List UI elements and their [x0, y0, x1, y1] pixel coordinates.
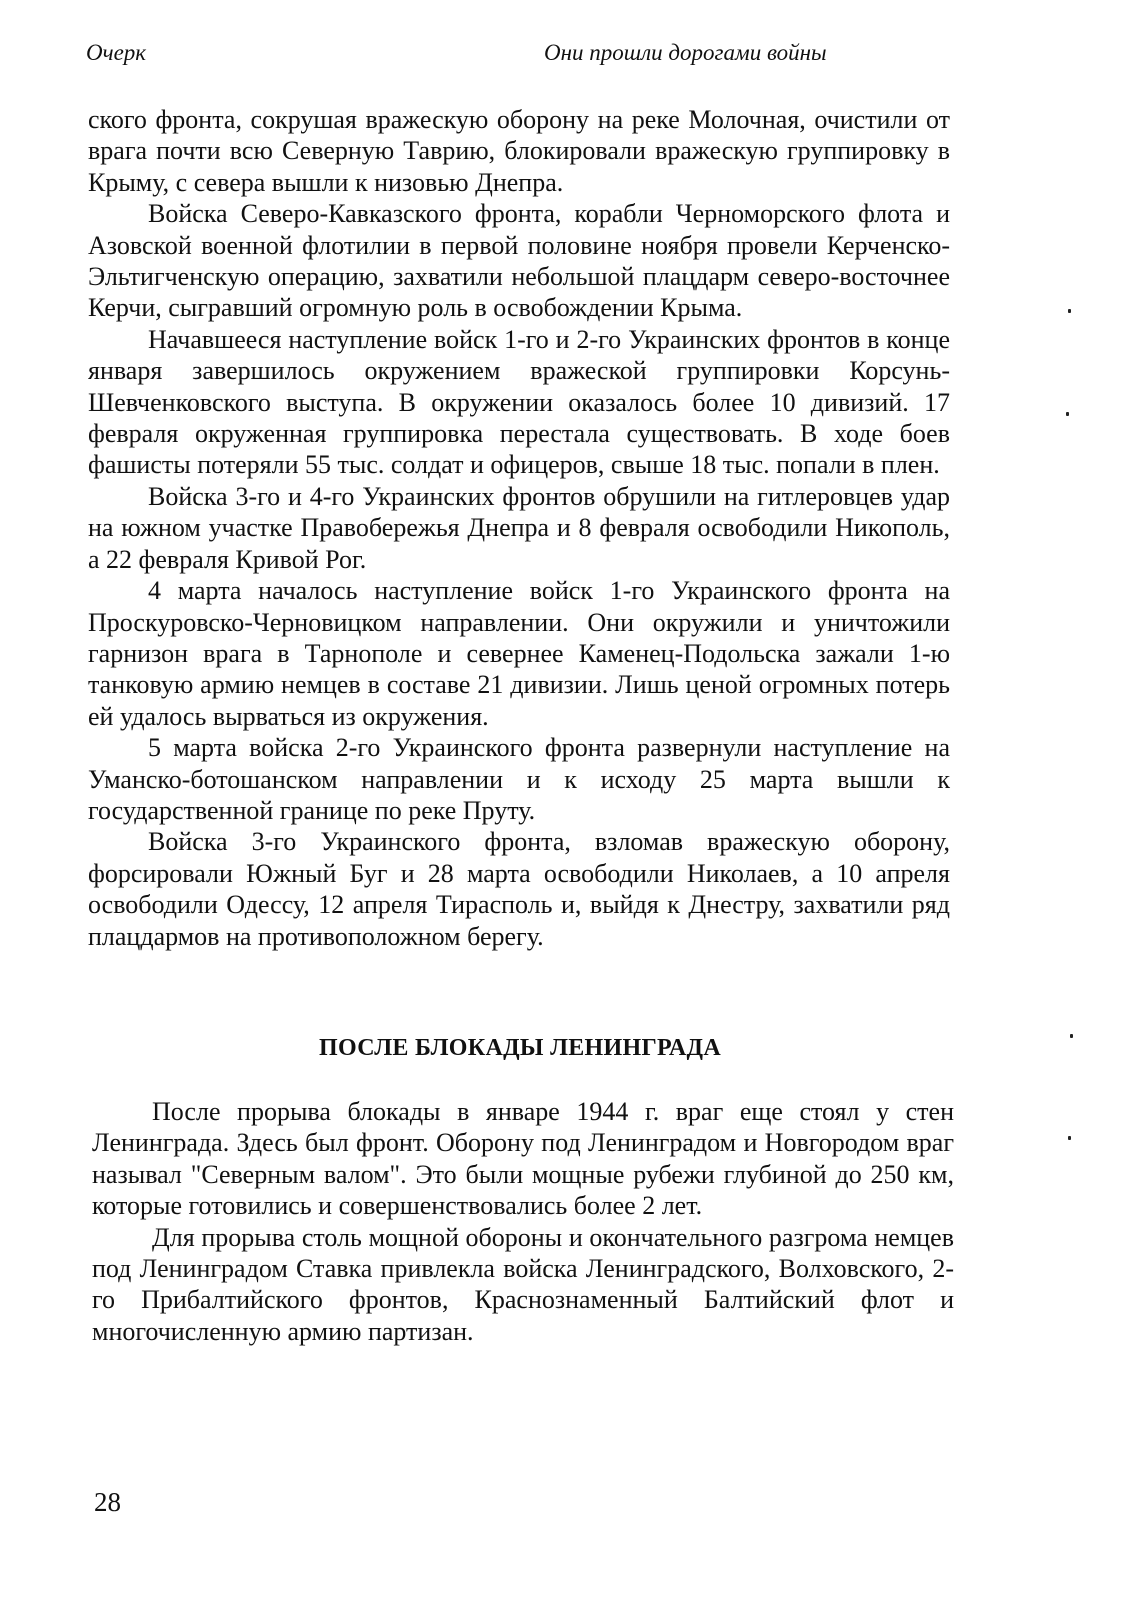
- page-number: 28: [94, 1487, 121, 1517]
- scan-speck: [1066, 412, 1069, 416]
- paragraph: После прорыва блокады в январе 1944 г. враг еще стоял у стен Ленинграда. Здесь был фронт. Оборону под Ленинградом и Новгородом враг называл "Северным валом". Это были мощные рубежи глубиной до 250 км, которые готовились и совершенствовались более 2 лет.: [92, 1097, 954, 1221]
- paragraph: Для прорыва столь мощной обороны и окончательного разгрома немцев под Ленинградом Ставка привлекла войска Ленинградского, Волховского, 2-го Прибалтийского фронтов, Краснознаменный Балтийский флот и многочисленную армию партизан.: [92, 1222, 954, 1346]
- header-book-title: Они прошли дорогами войны: [544, 40, 827, 65]
- scan-speck: [1068, 309, 1071, 313]
- running-header: [86, 40, 866, 80]
- paragraph: 4 марта началось наступление войск 1-го Украинского фронта на Проскуровско-Черновицком направлении. Они окружили и уничтожили гарнизон врага в Тарнополе и севернее Каменец-Подольска зажали 1-ю танковую армию немцев в составе 21 дивизии. Лишь ценой огромных потерь ей удалось вырваться из окружения.: [88, 576, 950, 731]
- paragraph: 5 марта войска 2-го Украинского фронта развернули наступление на Уманско-ботошанском направлении и к исходу 25 марта вышли к государственной границе по реке Пруту.: [88, 733, 950, 825]
- body-text-section-2: [92, 1096, 954, 1347]
- section-heading: ПОСЛЕ БЛОКАДЫ ЛЕНИНГРАДА: [318, 1035, 722, 1061]
- paragraph: ского фронта, сокрушая вражескую оборону на реке Молочная, очистили от врага почти всю Северную Таврию, блокировали вражескую группировку в Крыму, с севера вышли к низовью Днепра.: [88, 105, 950, 197]
- scan-speck: [1068, 1136, 1071, 1140]
- paragraph: Войска 3-го и 4-го Украинских фронтов обрушили на гитлеровцев удар на южном участке Правобережья Днепра и 8 февраля освободили Никополь, а 22 февраля Кривой Рог.: [88, 481, 950, 574]
- scan-speck: [1070, 1034, 1073, 1038]
- paragraph: Войска 3-го Украинского фронта, взломав вражескую оборону, форсировали Южный Буг и 28 марта освободили Николаев, а 10 апреля освободили Одессу, 12 апреля Тирасполь и, выйдя к Днестру, захватили ряд плацдармов на противоположном берегу.: [88, 827, 950, 951]
- header-section-label: Очерк: [86, 40, 147, 65]
- body-text-section-1: [88, 104, 950, 952]
- paragraph: Войска Северо-Кавказского фронта, корабли Черноморского флота и Азовской военной флотилии в первой половине ноября провели Керченско-Эльтигченскую операцию, захватили небольшой плацдарм северо-восточнее Керчи, сыгравший огромную роль в освобождении Крыма.: [88, 199, 950, 323]
- paragraph: Начавшееся наступление войск 1-го и 2-го Украинских фронтов в конце января завершилось окружением вражеской группировки Корсунь-Шевченковского выступа. В окружении оказалось более 10 дивизий. 17 февраля окруженная группировка перестала существовать. В ходе боев фашисты потеряли 55 тыс. солдат и офицеров, свыше 18 тыс. попали в плен.: [88, 324, 950, 480]
